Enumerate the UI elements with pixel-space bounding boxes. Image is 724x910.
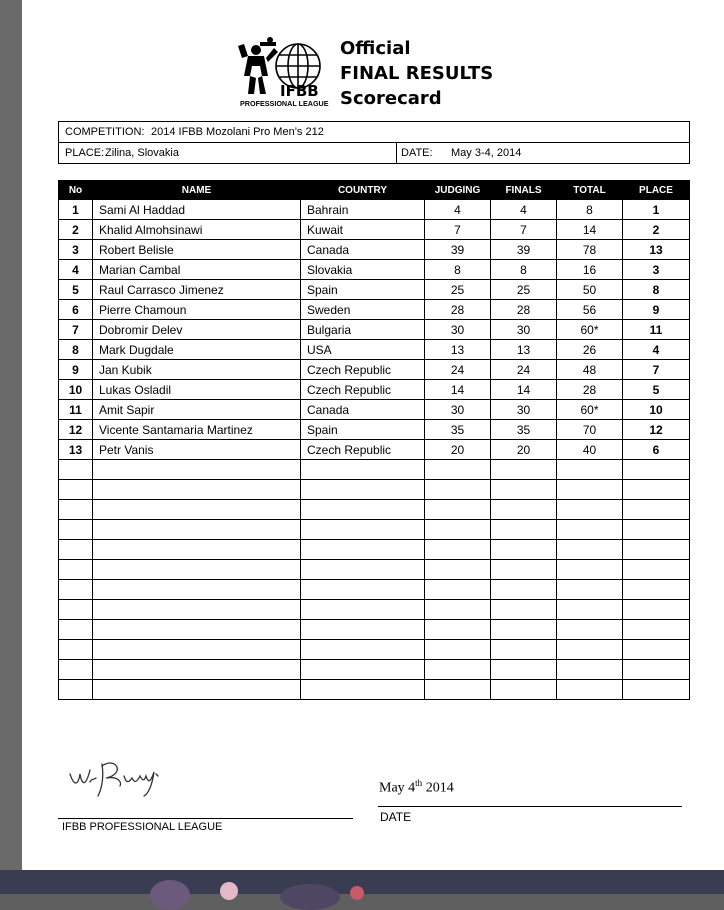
- empty-cell: [301, 560, 425, 580]
- empty-cell: [59, 620, 93, 640]
- empty-cell: [59, 580, 93, 600]
- cell-judging: 35: [425, 420, 491, 440]
- empty-row: [59, 620, 690, 640]
- table-row: [59, 380, 690, 400]
- table-header-row: [59, 181, 690, 200]
- signature-line: [58, 818, 353, 819]
- empty-cell: [301, 500, 425, 520]
- empty-cell: [491, 620, 557, 640]
- empty-row: [59, 540, 690, 560]
- empty-cell: [623, 620, 690, 640]
- cell-judging: 13: [425, 340, 491, 360]
- col-header-finals: FINALS: [491, 181, 557, 200]
- empty-cell: [59, 520, 93, 540]
- empty-cell: [623, 660, 690, 680]
- empty-cell: [491, 500, 557, 520]
- empty-cell: [93, 540, 301, 560]
- cell-total: 8: [557, 200, 623, 220]
- cell-finals: 39: [491, 240, 557, 260]
- cell-place: 8: [623, 280, 690, 300]
- cell-finals: 28: [491, 300, 557, 320]
- empty-cell: [93, 600, 301, 620]
- cell-name: Amit Sapir: [93, 400, 301, 420]
- cell-total: 26: [557, 340, 623, 360]
- cell-country: Bahrain: [301, 200, 425, 220]
- cell-judging: 7: [425, 220, 491, 240]
- signed-date-text: May 4: [379, 780, 416, 796]
- empty-cell: [301, 580, 425, 600]
- cell-judging: 28: [425, 300, 491, 320]
- empty-cell: [557, 520, 623, 540]
- col-header-place: PLACE: [623, 181, 690, 200]
- empty-cell: [93, 460, 301, 480]
- scorecard-title: [340, 36, 493, 111]
- date-value: May 3-4, 2014: [451, 147, 522, 159]
- cell-total: 28: [557, 380, 623, 400]
- empty-cell: [93, 480, 301, 500]
- signed-date: [379, 778, 454, 797]
- empty-cell: [491, 640, 557, 660]
- place-value: Zilina, Slovakia: [105, 147, 179, 159]
- empty-cell: [59, 640, 93, 660]
- cell-total: 60*: [557, 320, 623, 340]
- empty-row: [59, 480, 690, 500]
- empty-cell: [491, 480, 557, 500]
- cell-judging: 39: [425, 240, 491, 260]
- empty-cell: [557, 600, 623, 620]
- cell-name: Mark Dugdale: [93, 340, 301, 360]
- cell-name: Lukas Osladil: [93, 380, 301, 400]
- cell-total: 60*: [557, 400, 623, 420]
- cell-no: 8: [59, 340, 93, 360]
- empty-cell: [425, 560, 491, 580]
- col-header-name: NAME: [93, 181, 301, 200]
- empty-cell: [93, 620, 301, 640]
- results-table: [58, 180, 690, 700]
- empty-cell: [301, 460, 425, 480]
- cell-finals: 8: [491, 260, 557, 280]
- decor-blot: [280, 884, 340, 910]
- title-line-2: FINAL RESULTS: [340, 63, 494, 84]
- signature: [66, 752, 166, 800]
- empty-cell: [301, 600, 425, 620]
- title-line-3: Scorecard: [340, 88, 442, 109]
- empty-cell: [425, 660, 491, 680]
- cell-country: Spain: [301, 280, 425, 300]
- cell-finals: 7: [491, 220, 557, 240]
- cell-name: Pierre Chamoun: [93, 300, 301, 320]
- empty-cell: [425, 600, 491, 620]
- empty-row: [59, 500, 690, 520]
- empty-cell: [557, 640, 623, 660]
- empty-cell: [301, 520, 425, 540]
- empty-cell: [623, 540, 690, 560]
- empty-cell: [557, 540, 623, 560]
- empty-cell: [623, 680, 690, 700]
- cell-place: 5: [623, 380, 690, 400]
- cell-place: 2: [623, 220, 690, 240]
- cell-country: Kuwait: [301, 220, 425, 240]
- viewer-sidebar: [0, 0, 22, 870]
- empty-cell: [491, 520, 557, 540]
- cell-judging: 25: [425, 280, 491, 300]
- empty-cell: [557, 680, 623, 700]
- cell-place: 9: [623, 300, 690, 320]
- cell-country: Slovakia: [301, 260, 425, 280]
- cell-place: 6: [623, 440, 690, 460]
- empty-cell: [93, 500, 301, 520]
- table-row: [59, 440, 690, 460]
- col-header-total: TOTAL: [557, 181, 623, 200]
- empty-row: [59, 640, 690, 660]
- cell-total: 14: [557, 220, 623, 240]
- empty-cell: [623, 640, 690, 660]
- empty-cell: [59, 560, 93, 580]
- empty-cell: [425, 640, 491, 660]
- cell-no: 7: [59, 320, 93, 340]
- cell-no: 4: [59, 260, 93, 280]
- table-row: [59, 280, 690, 300]
- league-label: IFBB PROFESSIONAL LEAGUE: [62, 821, 223, 833]
- empty-cell: [301, 660, 425, 680]
- cell-no: 11: [59, 400, 93, 420]
- empty-cell: [425, 680, 491, 700]
- title-line-1: Official: [340, 38, 411, 59]
- empty-cell: [491, 580, 557, 600]
- cell-finals: 24: [491, 360, 557, 380]
- empty-cell: [59, 680, 93, 700]
- empty-cell: [425, 500, 491, 520]
- cell-no: 12: [59, 420, 93, 440]
- cell-finals: 20: [491, 440, 557, 460]
- cell-country: USA: [301, 340, 425, 360]
- cell-no: 9: [59, 360, 93, 380]
- signed-date-sup: th: [415, 778, 423, 788]
- cell-place: 3: [623, 260, 690, 280]
- empty-cell: [623, 520, 690, 540]
- empty-cell: [623, 480, 690, 500]
- empty-cell: [623, 500, 690, 520]
- empty-cell: [93, 560, 301, 580]
- table-row: [59, 400, 690, 420]
- cell-judging: 14: [425, 380, 491, 400]
- cell-finals: 13: [491, 340, 557, 360]
- cell-place: 4: [623, 340, 690, 360]
- empty-cell: [425, 540, 491, 560]
- empty-cell: [425, 580, 491, 600]
- place-date-divider: [396, 143, 397, 163]
- cell-place: 1: [623, 200, 690, 220]
- empty-row: [59, 460, 690, 480]
- empty-cell: [59, 600, 93, 620]
- empty-cell: [301, 620, 425, 640]
- empty-cell: [557, 660, 623, 680]
- empty-cell: [491, 460, 557, 480]
- cell-finals: 30: [491, 400, 557, 420]
- empty-cell: [623, 580, 690, 600]
- cell-country: Spain: [301, 420, 425, 440]
- cell-no: 2: [59, 220, 93, 240]
- cell-place: 10: [623, 400, 690, 420]
- cell-total: 50: [557, 280, 623, 300]
- empty-cell: [59, 460, 93, 480]
- cell-finals: 35: [491, 420, 557, 440]
- cell-name: Dobromir Delev: [93, 320, 301, 340]
- empty-cell: [93, 640, 301, 660]
- ifbb-logo: [236, 36, 336, 108]
- cell-country: Sweden: [301, 300, 425, 320]
- empty-cell: [557, 480, 623, 500]
- empty-cell: [557, 580, 623, 600]
- empty-cell: [425, 480, 491, 500]
- table-row: [59, 320, 690, 340]
- scorecard-page: [22, 0, 724, 870]
- cell-place: 12: [623, 420, 690, 440]
- cell-no: 10: [59, 380, 93, 400]
- cell-country: Czech Republic: [301, 440, 425, 460]
- cell-name: Marian Cambal: [93, 260, 301, 280]
- empty-row: [59, 580, 690, 600]
- cell-no: 3: [59, 240, 93, 260]
- empty-cell: [491, 660, 557, 680]
- empty-cell: [557, 500, 623, 520]
- cell-name: Vicente Santamaria Martinez: [93, 420, 301, 440]
- empty-cell: [623, 560, 690, 580]
- cell-finals: 14: [491, 380, 557, 400]
- decor-blot: [350, 886, 364, 900]
- cell-place: 11: [623, 320, 690, 340]
- logo-text: IFBB: [280, 82, 319, 100]
- empty-cell: [93, 660, 301, 680]
- cell-no: 1: [59, 200, 93, 220]
- empty-cell: [59, 540, 93, 560]
- col-header-judging: JUDGING: [425, 181, 491, 200]
- table-row: [59, 220, 690, 240]
- empty-row: [59, 600, 690, 620]
- empty-row: [59, 520, 690, 540]
- cell-no: 5: [59, 280, 93, 300]
- cell-name: Sami Al Haddad: [93, 200, 301, 220]
- logo-subtext: PROFESSIONAL LEAGUE: [240, 99, 329, 108]
- competition-value: 2014 IFBB Mozolani Pro Men’s 212: [151, 126, 324, 138]
- cell-finals: 30: [491, 320, 557, 340]
- cell-judging: 30: [425, 400, 491, 420]
- signed-date-year: 2014: [422, 780, 454, 796]
- cell-country: Bulgaria: [301, 320, 425, 340]
- empty-cell: [623, 600, 690, 620]
- table-row: [59, 360, 690, 380]
- col-header-country: COUNTRY: [301, 181, 425, 200]
- cell-country: Canada: [301, 240, 425, 260]
- table-row: [59, 200, 690, 220]
- decor-blot: [150, 880, 190, 910]
- empty-cell: [93, 680, 301, 700]
- desktop-strip: [0, 870, 724, 894]
- empty-cell: [491, 540, 557, 560]
- place-label: PLACE:: [65, 147, 105, 159]
- cell-finals: 25: [491, 280, 557, 300]
- cell-name: Petr Vanis: [93, 440, 301, 460]
- empty-row: [59, 560, 690, 580]
- empty-cell: [557, 560, 623, 580]
- empty-cell: [59, 480, 93, 500]
- date-line: [378, 806, 682, 807]
- table-row: [59, 420, 690, 440]
- cell-name: Robert Belisle: [93, 240, 301, 260]
- cell-place: 13: [623, 240, 690, 260]
- date-label: DATE:: [401, 147, 433, 159]
- cell-total: 56: [557, 300, 623, 320]
- cell-name: Raul Carrasco Jimenez: [93, 280, 301, 300]
- cell-place: 7: [623, 360, 690, 380]
- cell-total: 16: [557, 260, 623, 280]
- empty-cell: [557, 620, 623, 640]
- cell-country: Czech Republic: [301, 360, 425, 380]
- cell-judging: 4: [425, 200, 491, 220]
- table-row: [59, 240, 690, 260]
- empty-cell: [425, 520, 491, 540]
- cell-finals: 4: [491, 200, 557, 220]
- empty-cell: [425, 460, 491, 480]
- cell-judging: 24: [425, 360, 491, 380]
- cell-total: 70: [557, 420, 623, 440]
- competition-label: COMPETITION:: [65, 126, 145, 138]
- cell-judging: 20: [425, 440, 491, 460]
- empty-row: [59, 680, 690, 700]
- competition-row: [58, 121, 690, 143]
- empty-cell: [59, 660, 93, 680]
- results-body: [59, 200, 690, 700]
- empty-cell: [491, 600, 557, 620]
- cell-total: 40: [557, 440, 623, 460]
- cell-name: Jan Kubik: [93, 360, 301, 380]
- decor-blot: [220, 882, 238, 900]
- cell-country: Canada: [301, 400, 425, 420]
- empty-cell: [425, 620, 491, 640]
- cell-no: 6: [59, 300, 93, 320]
- empty-cell: [301, 480, 425, 500]
- empty-cell: [93, 580, 301, 600]
- table-row: [59, 300, 690, 320]
- cell-judging: 8: [425, 260, 491, 280]
- empty-cell: [301, 680, 425, 700]
- footer-date-label: DATE: [380, 810, 412, 824]
- cell-total: 78: [557, 240, 623, 260]
- cell-judging: 30: [425, 320, 491, 340]
- cell-total: 48: [557, 360, 623, 380]
- col-header-no: No: [59, 181, 93, 200]
- cell-name: Khalid Almohsinawi: [93, 220, 301, 240]
- cell-country: Czech Republic: [301, 380, 425, 400]
- empty-cell: [301, 540, 425, 560]
- empty-cell: [491, 560, 557, 580]
- cell-no: 13: [59, 440, 93, 460]
- empty-cell: [301, 640, 425, 660]
- table-row: [59, 260, 690, 280]
- empty-cell: [59, 500, 93, 520]
- empty-cell: [491, 680, 557, 700]
- empty-cell: [623, 460, 690, 480]
- empty-row: [59, 660, 690, 680]
- table-row: [59, 340, 690, 360]
- place-row: [58, 142, 690, 164]
- empty-cell: [93, 520, 301, 540]
- empty-cell: [557, 460, 623, 480]
